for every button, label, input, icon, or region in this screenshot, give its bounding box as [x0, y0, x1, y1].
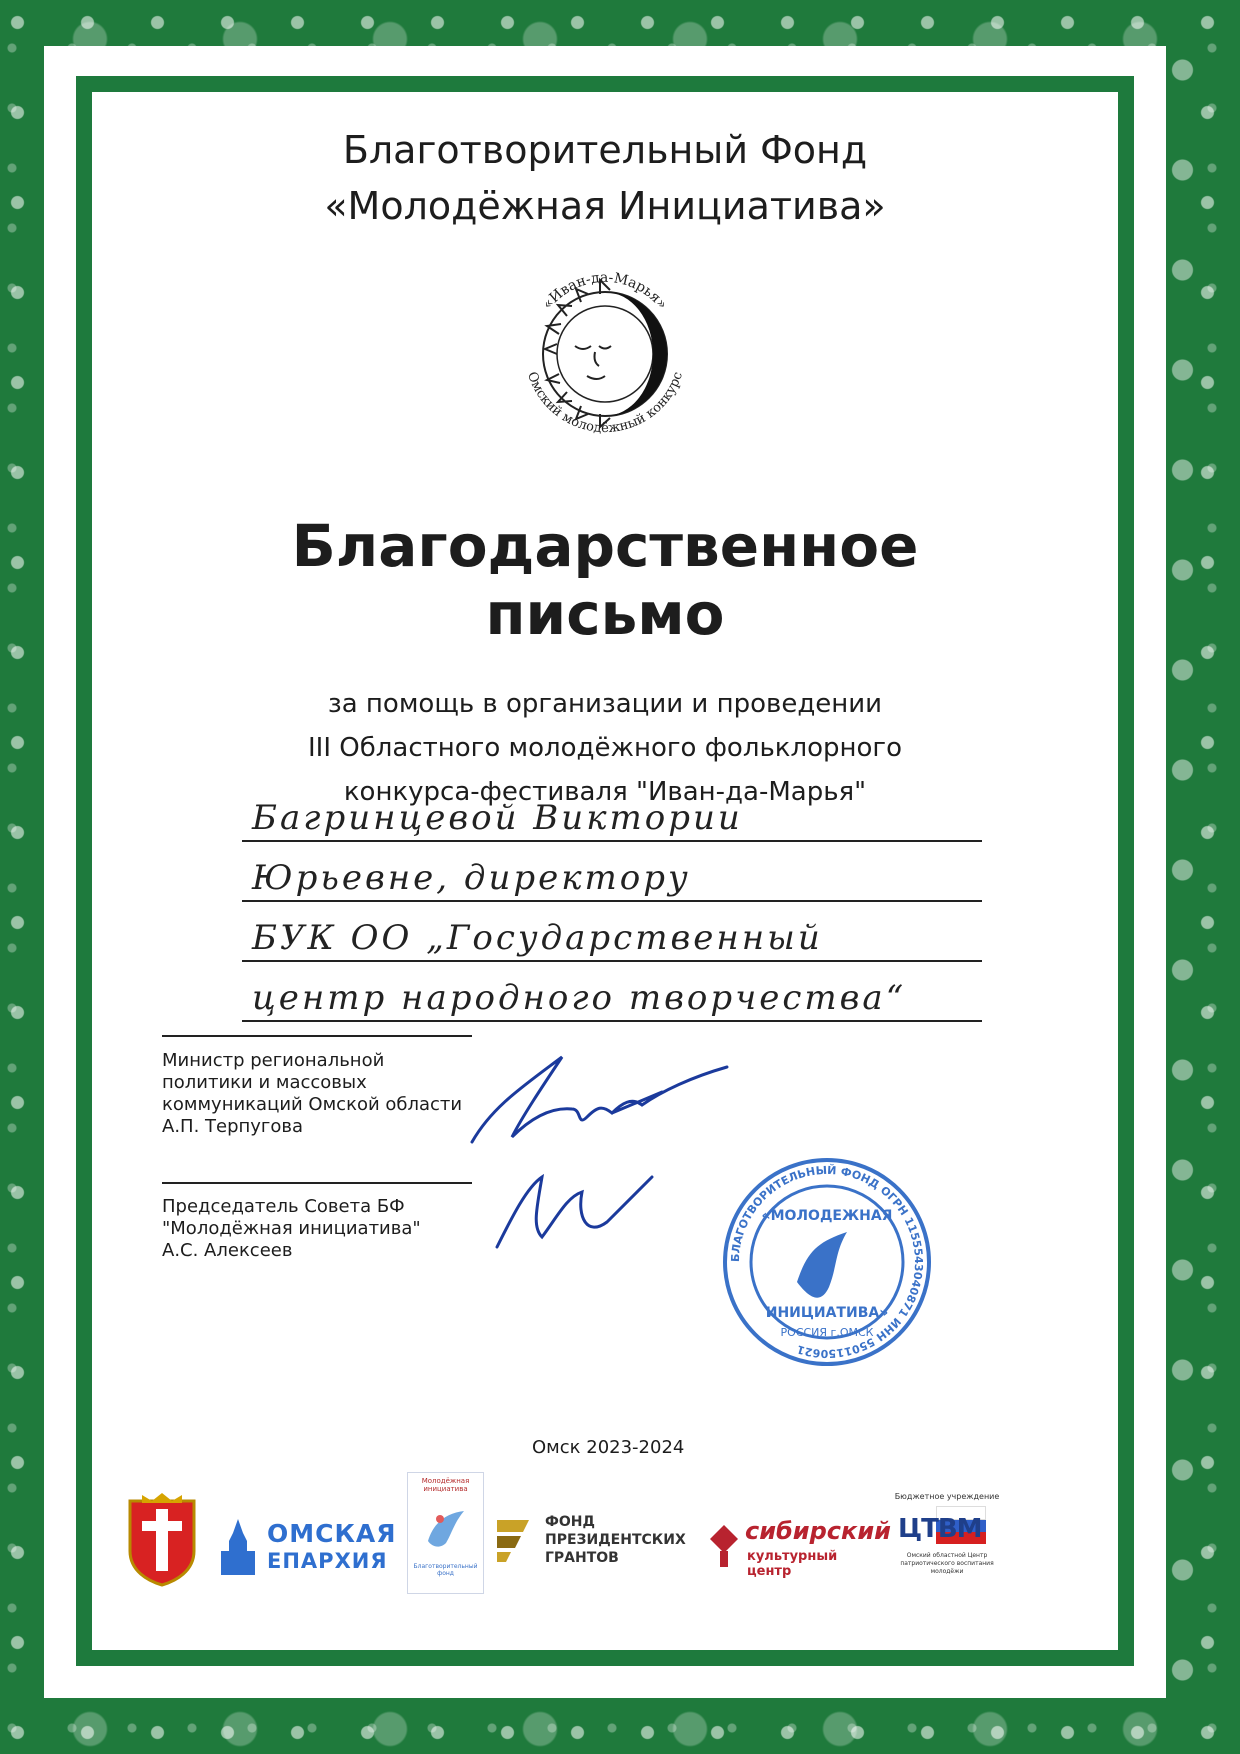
sun-face: [575, 346, 611, 379]
signatory-1-line1: Министр региональной: [162, 1050, 385, 1071]
sibirsky-line1: сибирский: [745, 1517, 891, 1545]
signatory-1-line4: А.П. Терпугова: [162, 1116, 304, 1137]
grants-mark-icon: [487, 1514, 537, 1564]
ctvm-mark-text: ЦТВМ: [898, 1514, 982, 1544]
org-name-line2: «Молодёжная Инициатива»: [324, 184, 886, 228]
grants-line1: ФОНД: [545, 1514, 595, 1530]
grants-line3: ГРАНТОВ: [545, 1550, 619, 1566]
recipient-line3: БУК ОО „Государственный: [252, 918, 823, 958]
signatory-2-line3: А.С. Алексеев: [162, 1240, 293, 1261]
omsk-region-coat-of-arms-icon: [122, 1487, 202, 1587]
church-icon: [217, 1517, 259, 1577]
reason-line2: III Областного молодёжного фольклорного: [308, 733, 902, 763]
sibirsky-cultural-center-logo: [707, 1517, 891, 1579]
signatory-2-line2: "Молодёжная инициатива": [162, 1218, 421, 1239]
fund-logo-bottom-text: Благотворительный фонд: [413, 1563, 478, 1577]
omsk-eparchy-logo: [217, 1517, 397, 1587]
place-and-date: Омск 2023-2024: [532, 1437, 685, 1458]
signatory-1-line2: политики и массовых: [162, 1072, 367, 1093]
org-name-line1: Благотворительный Фонд: [342, 128, 868, 172]
signature-rule-1: [162, 1035, 472, 1037]
signatory-1: [162, 1050, 462, 1138]
round-stamp-icon: [717, 1152, 937, 1372]
document-title: [92, 512, 1118, 648]
stamp-center-top: «МОЛОДЕЖНАЯ: [761, 1208, 893, 1224]
recipient-line1: Багринцевой Виктории: [252, 798, 743, 838]
ornament-icon: [707, 1523, 741, 1569]
certificate-sheet: [92, 92, 1118, 1650]
youth-initiative-fund-logo: [407, 1472, 484, 1594]
recipient-line: [242, 902, 982, 962]
reason-line3: конкурса-фестиваля "Иван-да-Марья": [343, 777, 867, 807]
dove-figure-icon: [420, 1503, 470, 1553]
ctvm-top-text: Бюджетное учреждение: [894, 1492, 1000, 1501]
stamp-bottom-text: РОССИЯ г.ОМСК: [780, 1326, 874, 1339]
ctvm-logo: [892, 1492, 1002, 1592]
fund-logo-top-text: Молодёжная инициатива: [421, 1477, 470, 1493]
signature-rule-2: [162, 1182, 472, 1184]
emblem-bottom-text: Омский молодёжный конкурс: [524, 369, 686, 437]
stamp-ring-text: БЛАГОТВОРИТЕЛЬНЫЙ ФОНД ОГРН 1155543040871 ИНН 5501150621: [728, 1163, 926, 1361]
recipient-line: [242, 782, 982, 842]
recipient-line2: Юрьевне, директору: [252, 858, 691, 898]
dove-icon: [797, 1232, 847, 1298]
recipient-line: [242, 962, 982, 1022]
recipient-line: [242, 842, 982, 902]
grants-line2: ПРЕЗИДЕНТСКИХ: [545, 1532, 686, 1548]
recipient-handwritten: [242, 782, 982, 1022]
title-line2: письмо: [485, 580, 725, 648]
signature-1-icon: [462, 1047, 742, 1157]
eparchy-line2: ЕПАРХИЯ: [267, 1549, 388, 1573]
title-line1: Благодарственное: [291, 512, 919, 580]
reason-line1: за помощь в организации и проведении: [327, 689, 883, 719]
presidential-grants-fund-logo: [487, 1510, 687, 1580]
recipient-line4: центр народного творчества“: [252, 978, 907, 1018]
organization-name: [92, 122, 1118, 234]
sun-moon-emblem-icon: [495, 242, 715, 462]
eparchy-line1: ОМСКАЯ: [267, 1519, 397, 1548]
signature-2-icon: [487, 1167, 657, 1267]
signatory-2-line1: Председатель Совета БФ: [162, 1196, 405, 1217]
sibirsky-line2: культурный центр: [747, 1549, 838, 1579]
ctvm-bottom-text: Омский областной Центр патриотического воспитания молодёжи: [900, 1552, 994, 1575]
stamp-center-bottom: ИНИЦИАТИВА»: [765, 1305, 889, 1321]
signatory-1-line3: коммуникаций Омской области: [162, 1094, 463, 1115]
emblem-top-text: «Иван-да-Марья»: [539, 269, 671, 313]
signatory-2: [162, 1196, 421, 1262]
